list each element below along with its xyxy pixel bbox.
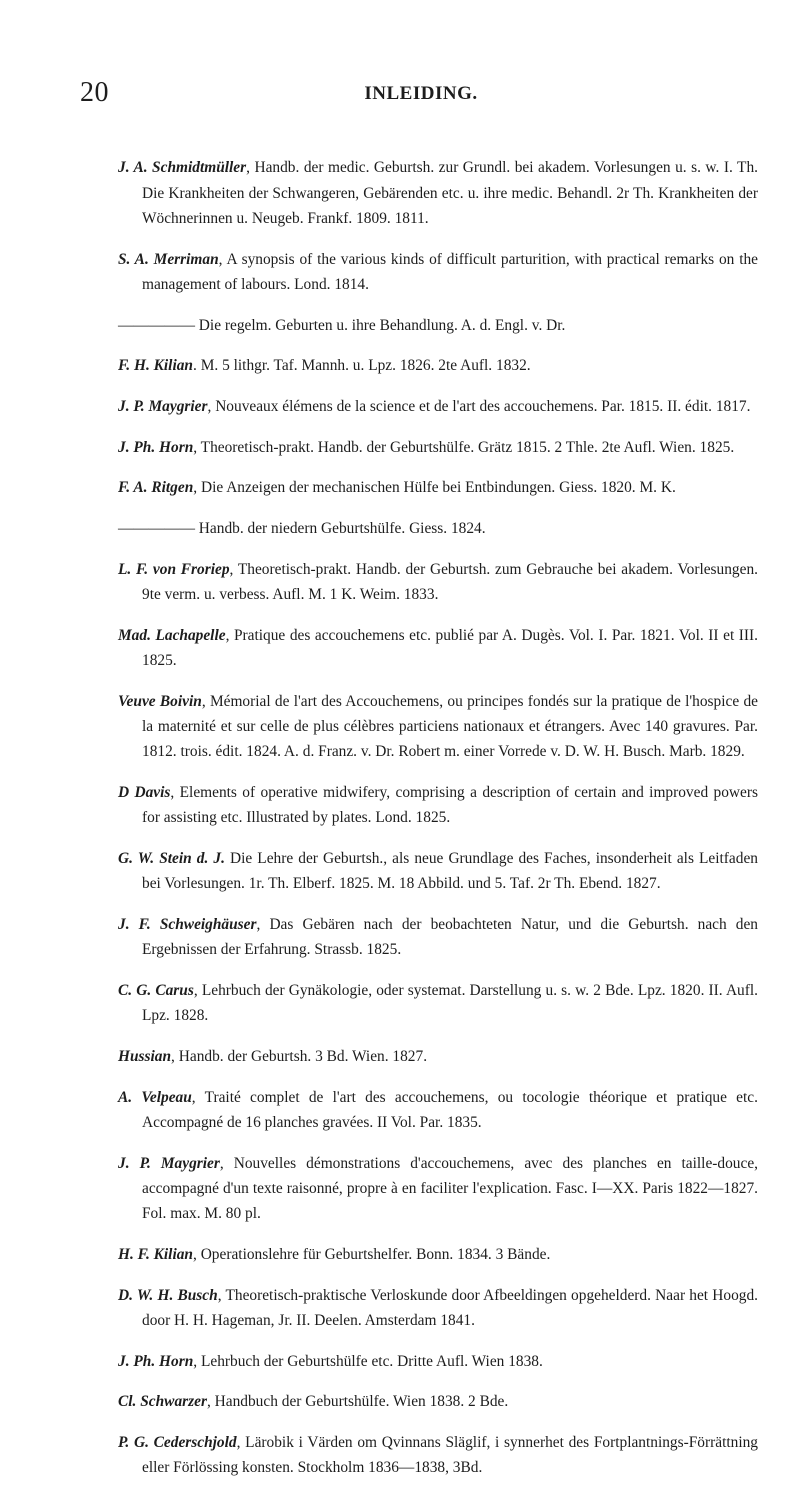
bibliography-entry bbox=[118, 557, 758, 608]
entry-author: L. F. von Froriep bbox=[118, 560, 230, 578]
entry-text: , Theoretisch-prakt. Handb. der Geburtshülfe. Grätz 1815. 2 Thle. 2te Aufl. Wien. 1825. bbox=[193, 438, 735, 456]
entry-author: J. A. Schmidtmüller bbox=[118, 159, 247, 177]
entry-text: , Elements of operative midwifery, comprising a description of certain and improved powers for assisting etc. Illustrated by plates. Lond. 1825. bbox=[142, 784, 758, 827]
bibliography-entry bbox=[118, 313, 758, 338]
page-header bbox=[76, 76, 766, 110]
bibliography-entry bbox=[118, 846, 758, 897]
bibliography-entry bbox=[118, 475, 758, 500]
entry-author: F. H. Kilian bbox=[118, 357, 193, 375]
entry-author: J. F. Schweighäuser bbox=[118, 916, 257, 933]
entry-text: , Nouveaux élémens de la science et de l'art des accouchemens. Par. 1815. II. édit. 1817. bbox=[207, 398, 751, 416]
entry-text: ————— Handb. der niedern Geburtshülfe. Giess. 1824. bbox=[118, 520, 486, 538]
page-number: 20 bbox=[80, 77, 109, 108]
bibliography-entry bbox=[118, 353, 758, 378]
entry-text: , Theoretisch-prakt. Handb. der Geburtsh. zum Gebrauche bei akadem. Vorlesungen. 9te verm. u. verbess. Aufl. M. 1 K. Weim. 1833. bbox=[142, 560, 758, 604]
bibliography-list bbox=[118, 140, 758, 1496]
entry-text: , Die Anzeigen der mechanischen Hülfe bei Entbindungen. Giess. 1820. M. K. bbox=[193, 479, 676, 497]
entry-text: , Das Gebären nach der beobachteten Natur, und die Geburtsh. nach den Ergebnissen der Erfahrung. Strassb. 1825. bbox=[142, 916, 758, 959]
bibliography-entry bbox=[118, 1389, 758, 1414]
entry-text: , Lehrbuch der Gynäkologie, oder systemat. Darstellung u. s. w. 2 Bde. Lpz. 1820. II. Aufl. Lpz. 1828. bbox=[142, 981, 758, 1025]
entry-author: S. A. Merriman bbox=[118, 250, 219, 268]
entry-author: Hussian bbox=[118, 1047, 172, 1065]
bibliography-entry bbox=[118, 780, 758, 831]
bibliography-entry bbox=[118, 1085, 758, 1136]
bibliography-entry bbox=[118, 1242, 758, 1267]
bibliography-entry bbox=[118, 1283, 758, 1334]
entry-author: J. P. Maygrier bbox=[118, 398, 208, 416]
entry-text: , Lehrbuch der Geburtshülfe etc. Dritte Aufl. Wien 1838. bbox=[193, 1352, 543, 1370]
entry-text: , Nouvelles démonstrations d'accouchemens, avec des planches en taille-douce, accompagné d'un texte raisonné, propre à en faciliter l'explication. Fasc. I—XX. Paris 1822—1827. Fol. max. M. 80 pl. bbox=[142, 1154, 758, 1223]
bibliography-entry bbox=[118, 1044, 758, 1069]
bibliography-entry bbox=[118, 1430, 758, 1481]
running-head: INLEIDING. bbox=[364, 83, 478, 104]
entry-author: H. F. Kilian bbox=[118, 1245, 193, 1263]
entry-author: F. A. Ritgen bbox=[118, 479, 194, 497]
entry-text: , Handb. der medic. Geburtsh. zur Grundl. bei akadem. Vorlesungen u. s. w. I. Th. Die Krankheiten der Schwangeren, Gebärenden etc. u. ihre medic. Behandl. 2r Th. Krankheiten der Wöchnerinnen u. Neugeb. Frankf. 1809. 1811. bbox=[142, 159, 759, 227]
bibliography-entry bbox=[118, 912, 758, 963]
entry-author: Mad. Lachapelle bbox=[118, 626, 226, 644]
bibliography-entry bbox=[118, 155, 758, 231]
entry-text: . M. 5 lithgr. Taf. Mannh. u. Lpz. 1826. 2te Aufl. 1832. bbox=[193, 357, 531, 375]
entry-author: P. G. Cederschjold bbox=[118, 1433, 237, 1451]
bibliography-entry bbox=[118, 623, 758, 674]
entry-text: ————— Die regelm. Geburten u. ihre Behandlung. A. d. Engl. v. Dr. bbox=[118, 316, 566, 334]
entry-author: Veuve Boivin bbox=[118, 692, 202, 710]
entry-text: , Pratique des accouchemens etc. publié par A. Dugès. Vol. I. Par. 1821. Vol. II et III. 1825. bbox=[142, 626, 758, 670]
entry-text: , Handbuch der Geburtshülfe. Wien 1838. 2 Bde. bbox=[206, 1393, 509, 1411]
bibliography-entry bbox=[118, 435, 758, 460]
entry-text: , Traité complet de l'art des accouchemens, ou tocologie théorique et pratique etc. Accompagné de 16 planches gravées. II Vol. Par. 1835. bbox=[142, 1088, 758, 1131]
entry-text: , Lärobik i Värden om Qvinnans Släglif, i synnerhet des Fortplantnings-Förrättning eller Förlössing konsten. Stockholm 1836—1838, 3Bd. bbox=[142, 1433, 758, 1477]
entry-text: , A synopsis of the various kinds of difficult parturition, with practical remarks on the management of labours. Lond. 1814. bbox=[142, 250, 758, 293]
entry-author: J. Ph. Horn bbox=[118, 1352, 194, 1370]
entry-author: D Davis bbox=[118, 784, 171, 802]
entry-author: J. P. Maygrier bbox=[118, 1154, 220, 1172]
bibliography-entry bbox=[118, 1349, 758, 1374]
entry-text: , Handb. der Geburtsh. 3 Bd. Wien. 1827. bbox=[171, 1047, 428, 1065]
entry-author: C. G. Carus bbox=[118, 981, 194, 999]
bibliography-entry bbox=[118, 1151, 758, 1227]
bibliography-entry bbox=[118, 978, 758, 1029]
entry-author: D. W. H. Busch bbox=[118, 1286, 218, 1304]
entry-author: J. Ph. Horn bbox=[118, 438, 194, 456]
entry-text: , Theoretisch-praktische Verloskunde door Afbeeldingen opgehelderd. Naar het Hoogd. door H. H. Hageman, Jr. II. Deelen. Amsterdam 1841. bbox=[142, 1286, 759, 1329]
bibliography-entry bbox=[118, 689, 758, 765]
entry-author: Cl. Schwarzer bbox=[118, 1393, 207, 1411]
entry-text: Die Lehre der Geburtsh., als neue Grundlage des Faches, insonderheit als Leitfaden bei Vorlesungen. 1r. Th. Elberf. 1825. M. 18 Abbild. und 5. Taf. 2r Th. Ebend. 1827. bbox=[142, 850, 758, 893]
bibliography-entry bbox=[118, 247, 758, 298]
entry-author: G. W. Stein d. J. bbox=[118, 850, 225, 868]
bibliography-entry bbox=[118, 516, 758, 541]
bibliography-entry bbox=[118, 394, 758, 419]
entry-text: , Mémorial de l'art des Accouchemens, ou principes fondés sur la pratique de l'hospice de la maternité et sur celle de plus célèbres particiens nationaux et étrangers. Avec 140 gravures. Par. 1812. trois. édit. 1824. A. d. Franz. v. Dr. Robert m. einer Vorrede v. D. W. H. Busch. Marb. 1829. bbox=[142, 692, 758, 761]
entry-author: A. Velpeau bbox=[118, 1088, 192, 1106]
entry-text: , Operationslehre für Geburtshelfer. Bonn. 1834. 3 Bände. bbox=[193, 1245, 551, 1263]
